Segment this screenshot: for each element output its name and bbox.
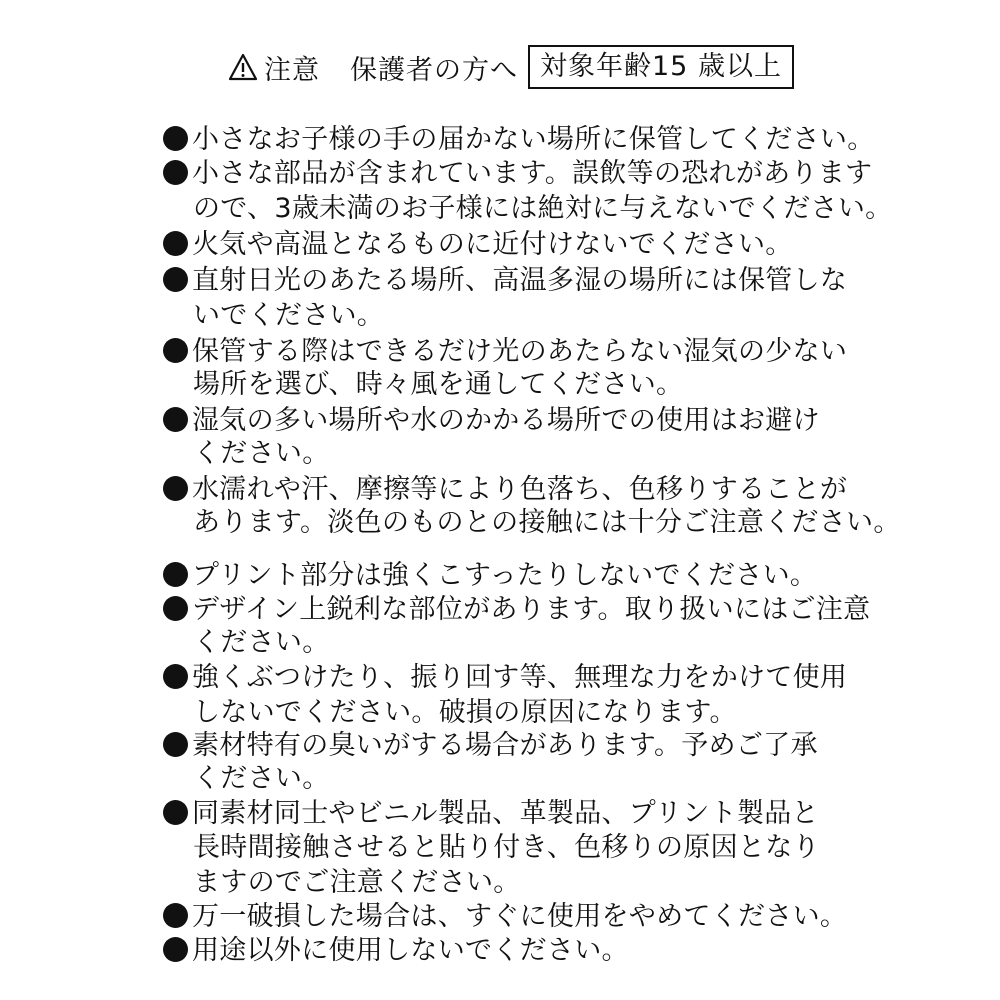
warning-icon <box>228 53 258 81</box>
age-restriction-badge: 対象年齢15 歳以上 <box>528 45 794 89</box>
caution-header <box>228 42 794 92</box>
item-text-continued: ので、3歳未満のお子様には絶対に与えないでください。 <box>193 193 893 224</box>
list-item <box>163 594 870 626</box>
item-text-continued: ください。 <box>193 627 330 658</box>
list-item <box>163 229 793 261</box>
list-item <box>163 124 875 156</box>
item-text: プリント部分は強くこすったりしないでください。 <box>192 560 818 591</box>
item-text: 小さなお子様の手の届かない場所に保管してください。 <box>192 124 875 155</box>
item-text: 同素材同士やビニル製品、革製品、プリント製品と <box>192 798 819 829</box>
item-text: 保管する際はできるだけ光のあたらない湿気の少ない <box>192 336 848 367</box>
bullet-icon <box>163 596 188 621</box>
item-text: デザイン上鋭利な部位があります。取り扱いにはご注意 <box>192 594 871 625</box>
item-text-continued: 長時間接触させると貼り付き、色移りの原因となり <box>193 832 820 863</box>
item-text-continued: ください。 <box>193 438 330 469</box>
item-text: 火気や高温となるものに近付けないでください。 <box>192 229 793 260</box>
bullet-icon <box>163 407 188 432</box>
list-item <box>163 265 847 297</box>
list-item <box>163 798 819 830</box>
list-item <box>163 158 872 190</box>
item-text: 水濡れや汗、摩擦等により色落ち、色移りすることが <box>192 474 848 505</box>
list-item <box>163 560 817 592</box>
item-text-continued: あります。淡色のものとの接触には十分ご注意ください。 <box>193 507 901 538</box>
item-text: 小さな部品が含まれています。誤飲等の恐れがあります <box>192 158 873 189</box>
bullet-icon <box>163 664 188 689</box>
item-text-continued: ください。 <box>193 763 330 794</box>
bullet-icon <box>163 160 188 185</box>
list-item <box>163 405 820 437</box>
item-text: 湿気の多い場所や水のかかる場所での使用はお避け <box>192 405 820 436</box>
list-item <box>163 901 847 933</box>
bullet-icon <box>163 937 188 962</box>
item-text: 万一破損した場合は、すぐに使用をやめてください。 <box>192 901 848 932</box>
list-item <box>163 730 818 762</box>
item-text-continued: ますのでご注意ください。 <box>193 867 521 898</box>
bullet-icon <box>163 800 188 825</box>
item-text: 用途以外に使用しないでください。 <box>192 935 629 966</box>
notice-title: 注意 <box>264 54 320 86</box>
item-text-continued: 場所を選び、時々風を通してください。 <box>193 369 684 400</box>
bullet-icon <box>163 267 188 292</box>
bullet-icon <box>163 231 188 256</box>
guardian-label: 保護者の方へ <box>350 54 518 86</box>
item-text: 強くぶつけたり、振り回す等、無理な力をかけて使用 <box>192 662 848 693</box>
bullet-icon <box>163 126 188 151</box>
list-item <box>163 336 847 368</box>
item-text: 直射日光のあたる場所、高温多湿の場所には保管しな <box>192 265 848 296</box>
list-item <box>163 662 847 694</box>
bullet-icon <box>163 476 188 501</box>
bullet-icon <box>163 732 188 757</box>
bullet-icon <box>163 562 188 587</box>
bullet-icon <box>163 338 188 363</box>
item-text-continued: しないでください。破損の原因になります。 <box>193 697 737 728</box>
bullet-icon <box>163 903 188 928</box>
list-item <box>163 935 629 967</box>
item-text-continued: いでください。 <box>193 300 385 331</box>
item-text: 素材特有の臭いがする場合があります。予めご了承 <box>192 730 818 761</box>
list-item <box>163 474 847 506</box>
